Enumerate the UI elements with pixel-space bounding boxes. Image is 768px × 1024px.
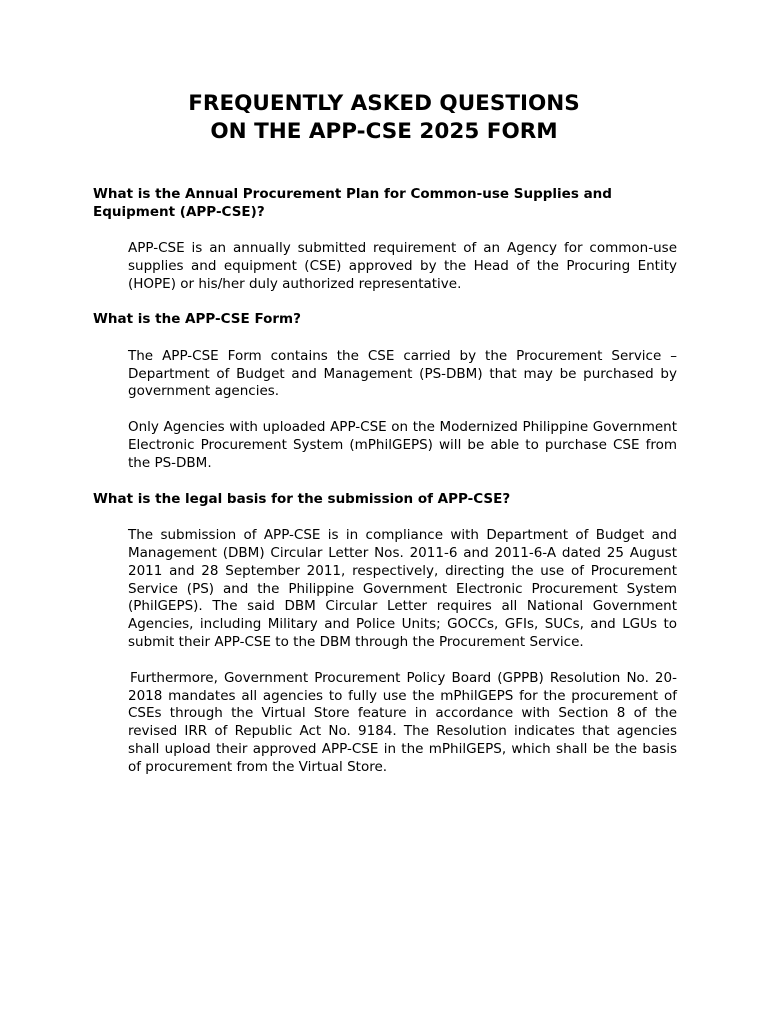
document-title xyxy=(0,90,768,146)
title-line-1: FREQUENTLY ASKED QUESTIONS xyxy=(188,91,580,116)
faq-answer-1-paragraph-1: APP-CSE is an annually submitted requirement of an Agency for common-use supplies and equipment (CSE) approved by the Head of the Procuring Entity (HOPE) or his/her duly authorized representative. xyxy=(128,240,677,292)
faq-question-1: What is the Annual Procurement Plan for Common-use Supplies and Equipment (APP-CSE)? xyxy=(93,186,612,220)
faq-answer-3-paragraph-1: The submission of APP-CSE is in compliance with Department of Budget and Management (DBM) Circular Letter Nos. 2011-6 and 2011-6-A dated 25 August 2011 and 28 September 2011, respectively, directing the use of Procurement Service (PS) and the Philippine Government Electronic Procurement System (PhilGEPS). The said DBM Circular Letter requires all National Government Agencies, including Military and Police Units; GOCCs, GFIs, SUCs, and LGUs to submit their APP-CSE to the DBM through the Procurement Service. xyxy=(128,527,677,650)
faq-answer-2-paragraph-2: Only Agencies with uploaded APP-CSE on the Modernized Philippine Government Electronic Procurement System (mPhilGEPS) will be able to purchase CSE from the PS-DBM. xyxy=(128,419,677,471)
faq-question-2: What is the APP-CSE Form? xyxy=(93,311,301,328)
title-line-2: ON THE APP-CSE 2025 FORM xyxy=(210,119,558,144)
faq-question-3: What is the legal basis for the submission of APP-CSE? xyxy=(93,490,511,507)
faq-content xyxy=(93,186,677,777)
faq-answer-3-paragraph-2: Furthermore, Government Procurement Policy Board (GPPB) Resolution No. 20-2018 mandates all agencies to fully use the mPhilGEPS for the procurement of CSEs through the Virtual Store feature in accordance with Section 8 of the revised IRR of Republic Act No. 9184. The Resolution indicates that agencies shall upload their approved APP-CSE in the mPhilGEPS, which shall be the basis of procurement from the Virtual Store. xyxy=(128,669,677,775)
faq-answer-2-paragraph-1: The APP-CSE Form contains the CSE carried by the Procurement Service – Department of Budget and Management (PS-DBM) that may be purchased by government agencies. xyxy=(128,347,677,400)
